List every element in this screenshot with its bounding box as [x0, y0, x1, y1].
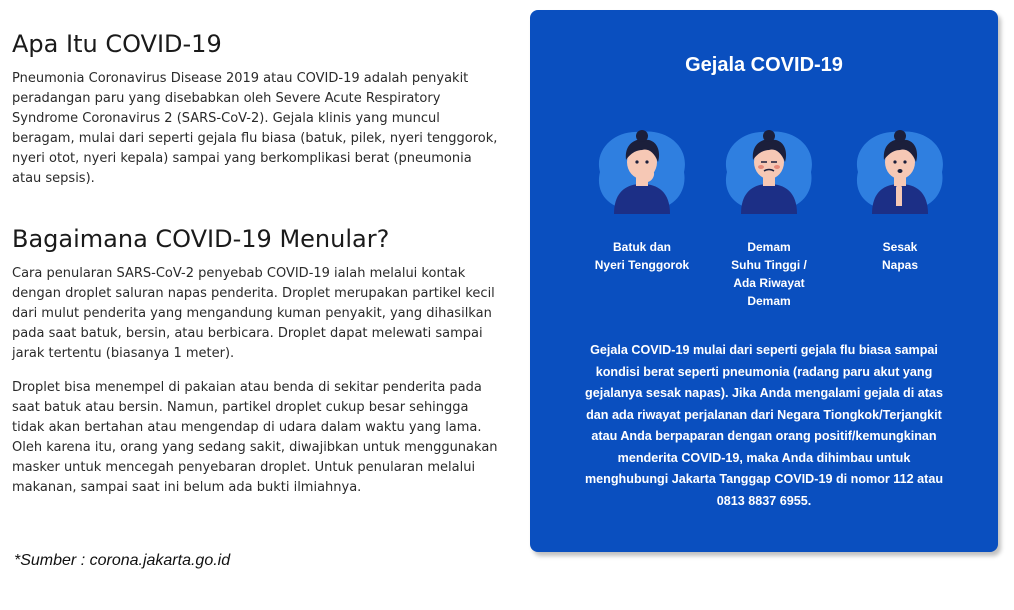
breathless-person-icon: [850, 122, 950, 214]
section-body-what-is-covid: Pneumonia Coronavirus Disease 2019 atau COVID-19 adalah penyakit peradangan paru yang disebabkan oleh Severe Acute Respiratory Syndrome Coronavirus 2 (SARS-CoV-2). Gejala klinis yang muncul beragam, mulai dari seperti gejala flu biasa (batuk, pilek, nyeri tenggorok, nyeri otot, nyeri kepala) sampai yang berkomplikasi berat (pneumonia atau sepsis).: [12, 70, 498, 186]
card-body-text: Gejala COVID-19 mulai dari seperti gejala flu biasa sampai kondisi berat seperti pneumonia (radang paru akut yang gejalanya sesak napas). Jika Anda mengalami gejala di atas dan ada riwayat perjalanan dari Negara Tiongkok/Terjangkit atau Anda berpaparan dengan orang positif/kemungkinan menderita COVID-19, maka Anda dihimbau untuk menghubungi Jakarta Tanggap COVID-19 di nomor 112 atau 0813 8837 6955.: [584, 343, 944, 508]
symptoms-infographic-card: [530, 10, 998, 552]
coughing-person-icon: [592, 122, 692, 214]
symptom-label-breathless: Sesak Napas: [881, 240, 919, 272]
symptom-fever: [704, 122, 834, 310]
source-citation: *Sumber : corona.jakarta.go.id: [14, 552, 231, 569]
transmission-paragraph-1: Cara penularan SARS-CoV-2 penyebab COVID-19 ialah melalui kontak dengan droplet saluran napas penderita. Droplet merupakan partikel kecil dari mulut penderita yang mengandung kuman penyakit, yang dihasilkan pada saat batuk, bersin, atau berbicara. Droplet dapat melewati sampai jarak tertentu (biasanya 1 meter).: [12, 265, 495, 361]
symptom-label-fever: Demam Suhu Tinggi / Ada Riwayat Demam: [731, 240, 807, 308]
section-heading-transmission: Bagaimana COVID-19 Menular?: [12, 224, 390, 253]
fever-person-icon: [719, 122, 819, 214]
symptom-label-cough: Batuk dan Nyeri Tenggorok: [594, 240, 690, 272]
section-heading-what-is-covid: Apa Itu COVID-19: [12, 30, 222, 58]
transmission-paragraph-2: Droplet bisa menempel di pakaian atau benda di sekitar penderita pada saat batuk atau bersin. Namun, partikel droplet cukup besar sehingga tidak akan bertahan atau mengendap di udara dalam waktu yang lama. Oleh karena itu, orang yang sedang sakit, diwajibkan untuk menggunakan masker untuk mencegah penyebaran droplet. Untuk penularan melalui makanan, sampai saat ini belum ada bukti ilmiahnya.: [12, 379, 498, 495]
symptom-breathless: [835, 122, 965, 274]
symptom-cough: [577, 122, 707, 274]
card-title: Gejala COVID-19: [685, 54, 843, 76]
article-content: [12, 30, 502, 498]
